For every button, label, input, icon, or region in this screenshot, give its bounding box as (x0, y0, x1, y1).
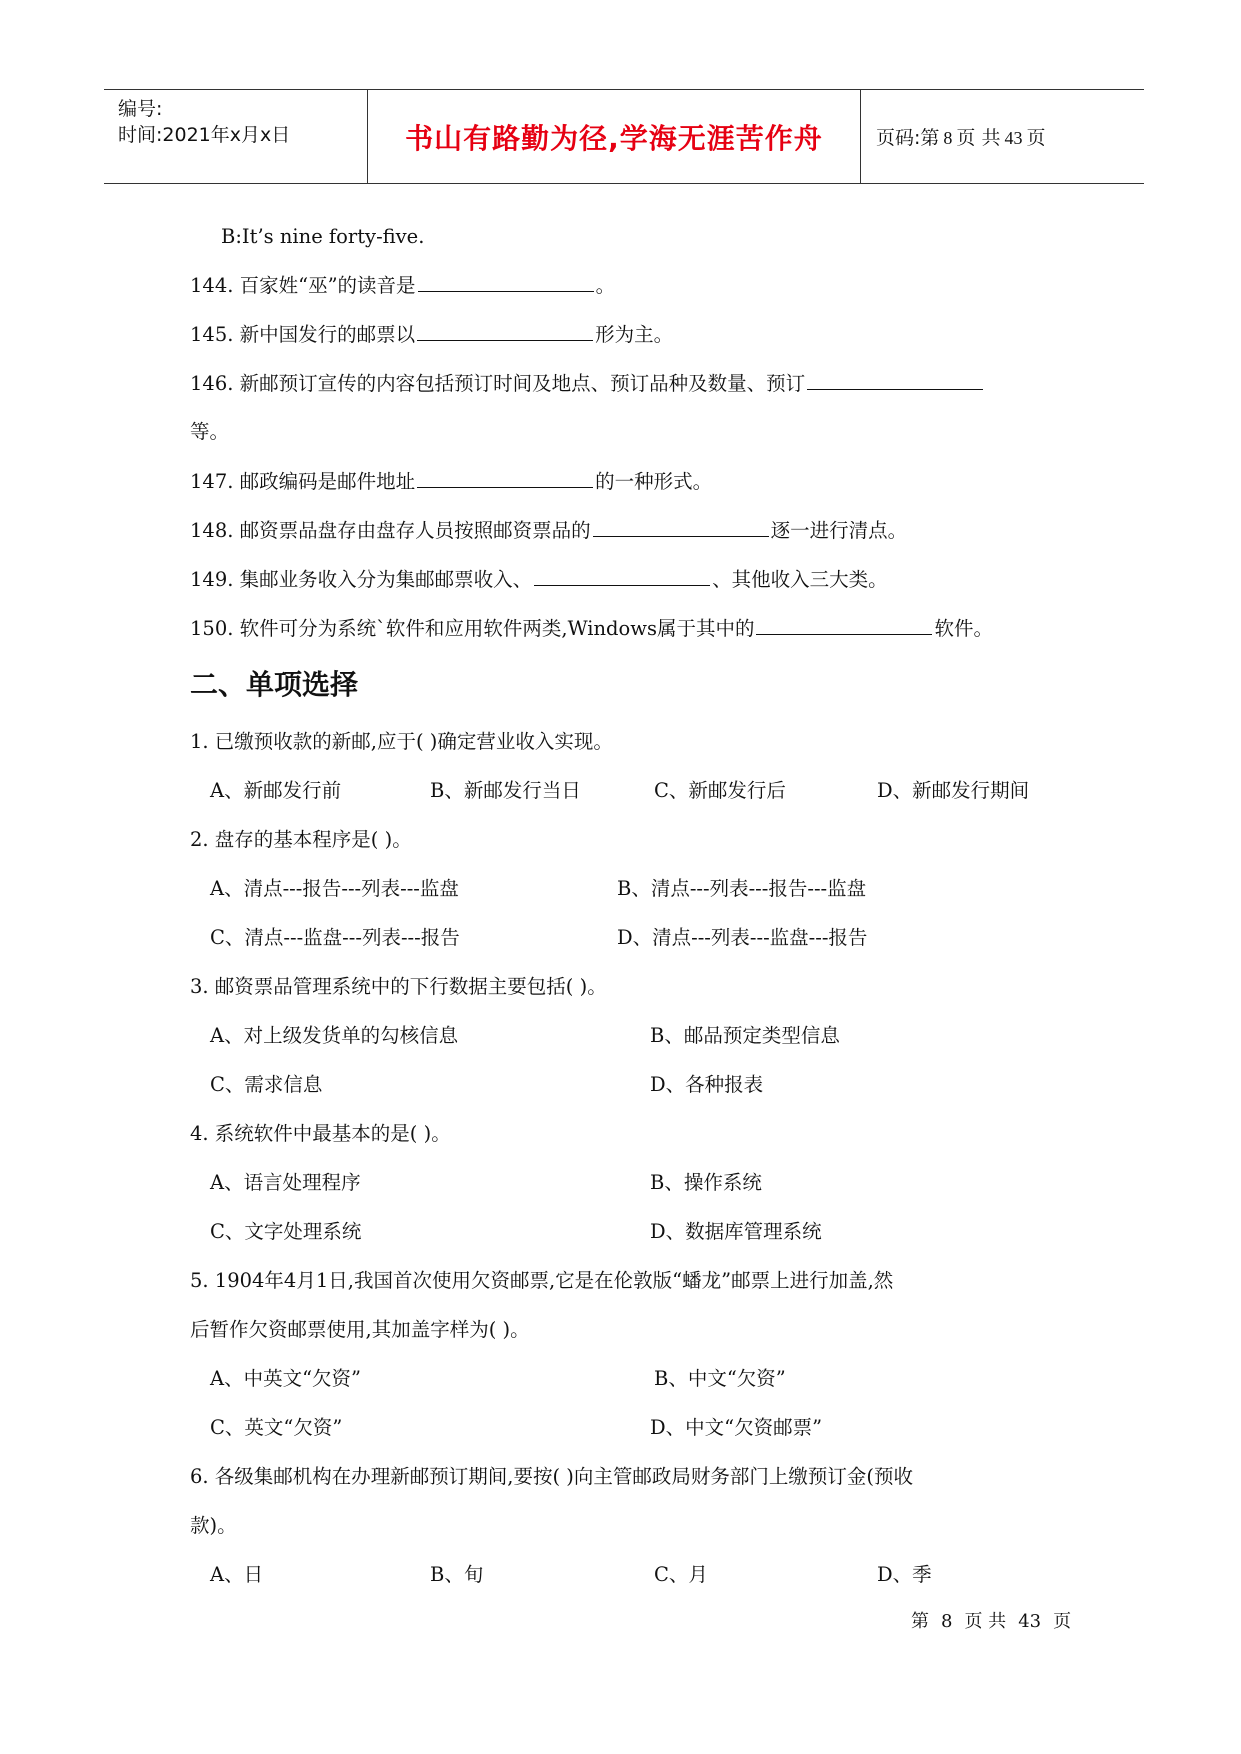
footer-suffix: 页 (1053, 1611, 1072, 1632)
answer-blank (417, 469, 593, 488)
choice-q2-option-a: A、清点---报告---列表---监盘 (210, 877, 459, 900)
footer-prefix: 第 (911, 1611, 929, 1632)
footer-mid: 页 共 (964, 1611, 1007, 1632)
choice-q3-option-c: C、需求信息 (210, 1073, 323, 1096)
choice-q1-stem: 1. 已缴预收款的新邮,应于( )确定营业收入实现。 (190, 730, 613, 753)
q149-text: 149. 集邮业务收入分为集邮邮票收入、 (190, 568, 533, 591)
choice-q5-option-d: D、中文“欠资邮票” (650, 1416, 823, 1439)
q144-text: 144. 百家姓“巫”的读音是 (190, 274, 416, 297)
answer-blank (756, 616, 932, 635)
footer-total: 43 (1018, 1611, 1042, 1632)
q148-text: 148. 邮资票品盘存由盘存人员按照邮资票品的 (190, 519, 591, 542)
choice-q3-option-b: B、邮品预定类型信息 (650, 1024, 840, 1047)
answer-blank (593, 518, 769, 537)
page-prefix: 页码:第 (876, 127, 940, 149)
choice-q6-option-c: C、月 (654, 1563, 708, 1586)
page-header (104, 89, 1144, 184)
page-suffix: 页 (1026, 127, 1046, 149)
page-total: 43 (1004, 128, 1023, 148)
time-label: 时间:2021年x月x日 (118, 124, 291, 146)
choice-q1-option-d: D、新邮发行期间 (877, 779, 1030, 802)
motto: 书山有路勤为径,学海无涯苦作舟 (405, 121, 823, 155)
choice-q2-option-c: C、清点---监盘---列表---报告 (210, 926, 460, 949)
q145-text: 145. 新中国发行的邮票以 (190, 323, 416, 346)
question-149 (190, 567, 888, 592)
choice-q6-option-b: B、旬 (430, 1563, 484, 1586)
question-146-cont: 等。 (190, 420, 230, 443)
question-150 (190, 616, 993, 641)
choice-q5-option-a: A、中英文“欠资” (210, 1367, 362, 1390)
choice-q3-stem: 3. 邮资票品管理系统中的下行数据主要包括( )。 (190, 975, 607, 998)
choice-q2-option-b: B、清点---列表---报告---监盘 (617, 877, 867, 900)
q146-text: 146. 新邮预订宣传的内容包括预订时间及地点、预订品种及数量、预订 (190, 372, 806, 395)
choice-q1-option-c: C、新邮发行后 (654, 779, 786, 802)
choice-q4-option-b: B、操作系统 (650, 1171, 762, 1194)
choice-q2-option-d: D、清点---列表---监盘---报告 (617, 926, 868, 949)
answer-blank (534, 567, 710, 586)
q145-tail: 形为主。 (595, 323, 674, 346)
serial-label: 编号: (118, 98, 163, 120)
q150-tail: 软件。 (934, 617, 993, 640)
page-mid: 页 共 (956, 127, 1001, 149)
answer-blank (417, 322, 593, 341)
choice-q5-stem-cont: 后暂作欠资邮票使用,其加盖字样为( )。 (190, 1318, 530, 1341)
answer-blank (807, 371, 983, 390)
q147-tail: 的一种形式。 (595, 470, 713, 493)
choice-q1-option-a: A、新邮发行前 (210, 779, 342, 802)
choice-q4-option-c: C、文字处理系统 (210, 1220, 362, 1243)
q148-tail: 逐一进行清点。 (770, 519, 908, 542)
question-144 (190, 273, 615, 298)
choice-q5-option-b: B、中文“欠资” (654, 1367, 786, 1390)
question-146 (190, 371, 985, 396)
choice-q2-stem: 2. 盘存的基本程序是( )。 (190, 828, 412, 851)
q150-text: 150. 软件可分为系统`软件和应用软件两类,Windows属于其中的 (190, 617, 755, 640)
choice-q6-stem: 6. 各级集邮机构在办理新邮预订期间,要按( )向主管邮政局财务部门上缴预订金(预收 (190, 1465, 914, 1488)
choice-q6-stem-cont: 款)。 (190, 1514, 237, 1537)
choice-q4-option-a: A、语言处理程序 (210, 1171, 361, 1194)
footer-current: 8 (941, 1611, 953, 1632)
q149-tail: 、其他收入三大类。 (712, 568, 888, 591)
page-code (876, 123, 1045, 150)
answer-blank (418, 273, 594, 292)
header-page-cell (862, 90, 1144, 183)
question-147 (190, 469, 712, 494)
choice-q5-option-c: C、英文“欠资” (210, 1416, 343, 1439)
choice-q4-stem: 4. 系统软件中最基本的是( )。 (190, 1122, 451, 1145)
choice-q6-option-a: A、日 (210, 1563, 264, 1586)
choice-q5-stem: 5. 1904年4月1日,我国首次使用欠资邮票,它是在伦敦版“蟠龙”邮票上进行加盖,然 (190, 1269, 894, 1292)
page-footer (905, 1607, 1077, 1633)
question-148 (190, 518, 907, 543)
choice-q3-option-d: D、各种报表 (650, 1073, 764, 1096)
page-current: 8 (943, 128, 953, 148)
b-answer: B:It’s nine forty-five. (221, 225, 425, 248)
choice-q3-option-a: A、对上级发货单的勾核信息 (210, 1024, 459, 1047)
choice-q6-option-d: D、季 (877, 1563, 932, 1586)
q147-text: 147. 邮政编码是邮件地址 (190, 470, 416, 493)
section-title: 二、单项选择 (190, 668, 359, 701)
choice-q1-option-b: B、新邮发行当日 (430, 779, 581, 802)
header-motto-cell (368, 90, 861, 183)
choice-q4-option-d: D、数据库管理系统 (650, 1220, 822, 1243)
q144-tail: 。 (595, 274, 616, 297)
question-145 (190, 322, 673, 347)
header-left-cell (104, 90, 368, 183)
